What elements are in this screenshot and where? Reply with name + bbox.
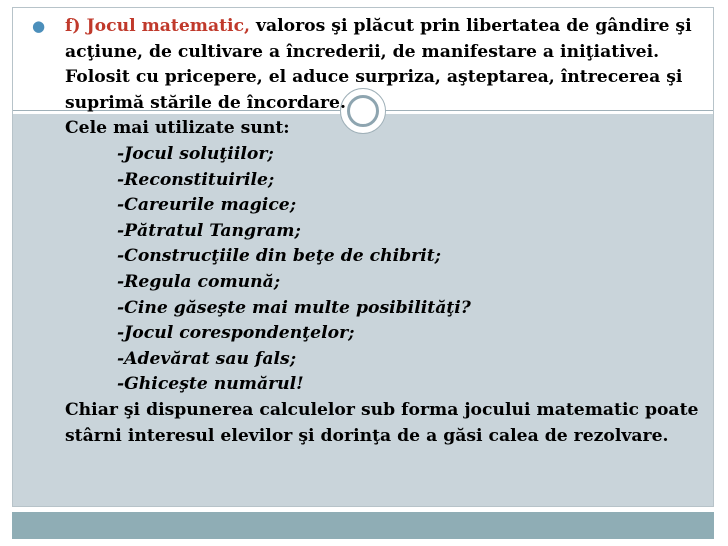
list-intro: Cele mai utilizate sunt: [65,118,290,139]
intro-paragraph [65,14,702,116]
bullet-icon: ● [32,17,46,35]
list-item: -Pătratul Tangram; [117,220,301,241]
list-item: -Construcţiile din beţe de chibrit; [117,246,442,267]
list-item: -Regula comună; [117,271,281,292]
slide-content [32,14,702,449]
game-list [32,142,702,398]
list-item: -Cine găseşte mai multe posibilităţi? [117,297,471,318]
footer-bar [12,512,714,539]
list-item: -Careurile magice; [117,195,297,216]
intro-highlight: f) Jocul matematic, [65,16,251,36]
closing-paragraph: Chiar şi dispunerea calculelor sub forma jocului matematic poate stârni interesul elevilor şi dorinţa de a găsi calea de rezolvare. [65,399,699,446]
list-item: -Reconstituirile; [117,169,275,190]
list-item: -Ghiceşte numărul! [117,374,304,395]
list-item: -Jocul corespondenţelor; [117,323,355,344]
list-item: -Adevărat sau fals; [117,348,297,369]
intro-text: valoros şi plăcut prin libertatea de gândire şi acţiune, de cultivare a încrederii, de manifestare a iniţiativei. Folosit cu pricepere, el aduce surpriza, aşteptarea, întrecerea şi suprimă stările de încordare. [65,16,692,113]
list-item: -Jocul soluţiilor; [117,143,274,164]
